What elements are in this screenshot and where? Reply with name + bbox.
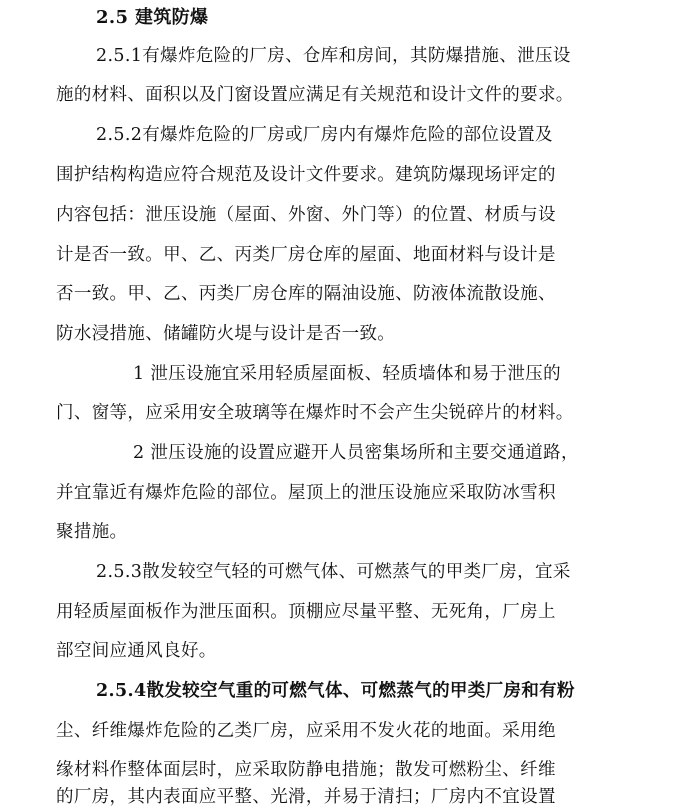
- paragraph-2-5-2-line-4: 计是否一致。甲、乙、丙类厂房仓库的屋面、地面材料与设计是: [56, 245, 556, 265]
- paragraph-2-5-3-line-3: 部空间应通风良好。: [56, 641, 217, 661]
- paragraph-2-5-2-line-5: 否一致。甲、乙、丙类厂房仓库的隔油设施、防液体流散设施、: [56, 284, 556, 304]
- paragraph-2-5-2-line-6: 防水浸措施、储罐防火堤与设计是否一致。: [56, 324, 396, 344]
- list-item-2-line-2: 并宜靠近有爆炸危险的部位。屋顶上的泄压设施应采取防冰雪积: [56, 483, 556, 503]
- paragraph-2-5-2-line-2: 围护结构构造应符合规范及设计文件要求。建筑防爆现场评定的: [56, 165, 556, 185]
- list-item-1-line-2: 门、窗等，应采用安全玻璃等在爆炸时不会产生尖锐碎片的材料。: [56, 403, 574, 423]
- paragraph-2-5-2-line-1: 2.5.2有爆炸危险的厂房或厂房内有爆炸危险的部位设置及: [96, 125, 553, 145]
- paragraph-2-5-3-line-1: 2.5.3散发较空气轻的可燃气体、可燃蒸气的甲类厂房，宜采: [96, 562, 571, 582]
- paragraph-2-5-1-line-1: 2.5.1有爆炸危险的厂房、仓库和房间，其防爆措施、泄压设: [96, 46, 571, 66]
- list-item-2-line-1: 2 泄压设施的设置应避开人员密集场所和主要交通道路，: [133, 443, 579, 463]
- paragraph-2-5-4-line-4: 的厂房，其内表面应平整、光滑，并易于清扫；厂房内不宜设置: [56, 787, 556, 807]
- paragraph-2-5-4-line-2: 尘、纤维爆炸危险的乙类厂房，应采用不发火花的地面。采用绝: [56, 721, 556, 741]
- paragraph-2-5-2-line-3: 内容包括：泄压设施（屋面、外窗、外门等）的位置、材质与设: [56, 205, 556, 225]
- section-heading: 2.5 建筑防爆: [96, 7, 209, 28]
- paragraph-2-5-1-line-2: 施的材料、面积以及门窗设置应满足有关规范和设计文件的要求。: [56, 85, 574, 105]
- paragraph-2-5-4-line-1: 2.5.4散发较空气重的可燃气体、可燃蒸气的甲类厂房和有粉: [96, 681, 575, 701]
- list-item-2-line-3: 聚措施。: [56, 522, 128, 542]
- paragraph-2-5-3-line-2: 用轻质屋面板作为泄压面积。顶棚应尽量平整、无死角，厂房上: [56, 602, 556, 622]
- list-item-1-line-1: 1 泄压设施宜采用轻质屋面板、轻质墙体和易于泄压的: [133, 364, 561, 384]
- paragraph-2-5-4-line-3: 缘材料作整体面层时，应采取防静电措施；散发可燃粉尘、纤维: [56, 760, 556, 780]
